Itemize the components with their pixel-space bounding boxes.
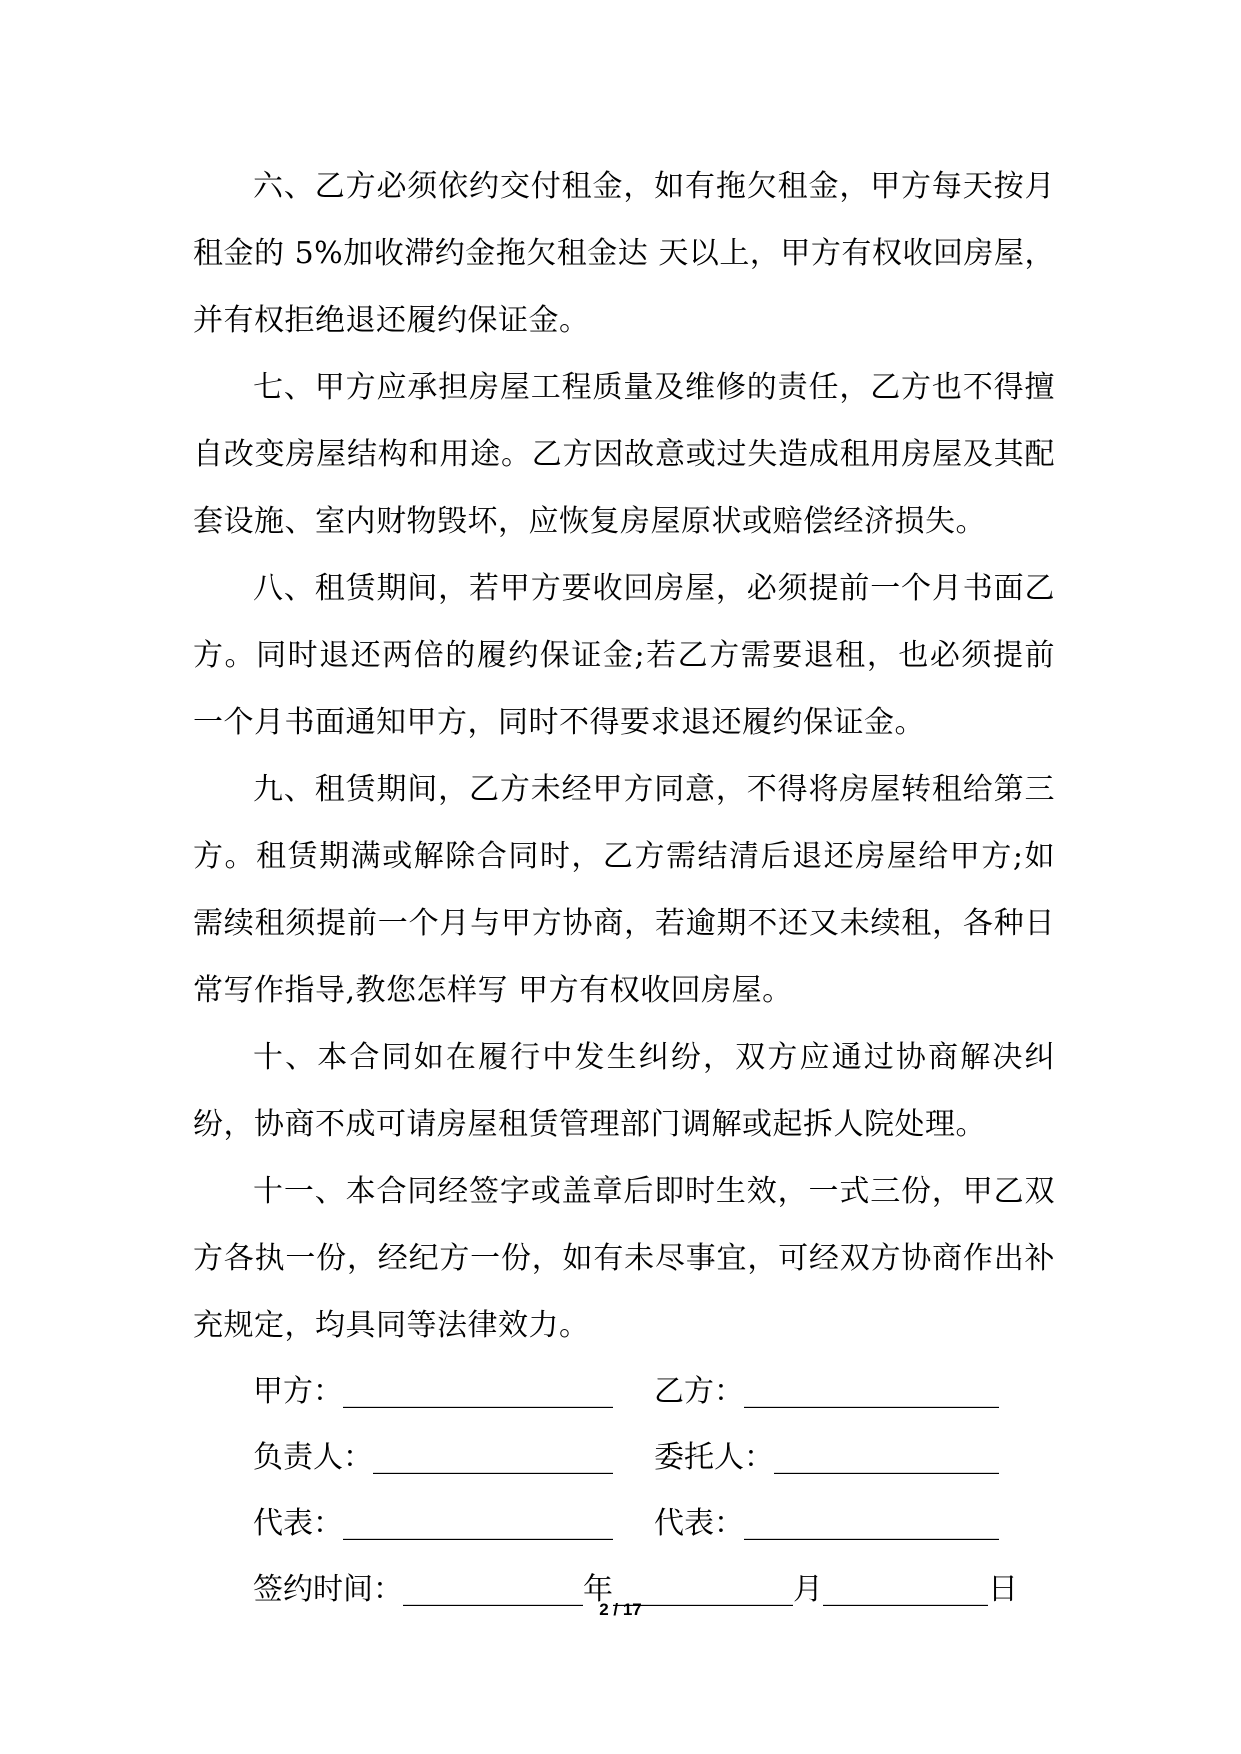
party-b-label: 乙方： <box>654 1374 744 1409</box>
document-body <box>193 153 1055 1623</box>
representative-b-blank: _________________ <box>744 1506 999 1541</box>
signature-row-party <box>193 1359 1055 1425</box>
month-label: 月 <box>793 1572 823 1607</box>
representative-b-field <box>654 1491 1055 1557</box>
clause-11: 十一、本合同经签字或盖章后即时生效，一式三份，甲乙双方各执一份，经纪方一份，如有未尽事宜，可经双方协商作出补充规定，均具同等法律效力。 <box>193 1174 1055 1343</box>
party-b-field <box>654 1359 1055 1425</box>
day-blank: ___________ <box>823 1572 988 1607</box>
year-label: 年 <box>583 1572 613 1607</box>
representative-a-blank: __________________ <box>343 1506 613 1541</box>
signature-row-representative <box>193 1491 1055 1557</box>
entrusted-field <box>654 1425 1055 1491</box>
signature-block <box>193 1359 1055 1623</box>
signature-row-responsible <box>193 1425 1055 1491</box>
party-b-blank: _________________ <box>744 1374 999 1409</box>
party-a-blank: __________________ <box>343 1374 613 1409</box>
representative-b-label: 代表： <box>654 1506 744 1541</box>
party-a-field <box>253 1359 654 1425</box>
responsible-blank: ________________ <box>373 1440 613 1475</box>
clause-8: 八、租赁期间，若甲方要收回房屋，必须提前一个月书面乙方。同时退还两倍的履约保证金;若乙方需要退租，也必须提前一个月书面通知甲方，同时不得要求退还履约保证金。 <box>193 571 1055 740</box>
month-blank: ____________ <box>613 1572 793 1607</box>
representative-a-field <box>253 1491 654 1557</box>
clause-10: 十、本合同如在履行中发生纠纷，双方应通过协商解决纠纷，协商不成可请房屋租赁管理部门调解或起拆人院处理。 <box>193 1040 1055 1142</box>
clause-7: 七、甲方应承担房屋工程质量及维修的责任，乙方也不得擅自改变房屋结构和用途。乙方因故意或过失造成租用房屋及其配套设施、室内财物毁坏，应恢复房屋原状或赔偿经济损失。 <box>193 370 1055 539</box>
responsible-field <box>253 1425 654 1491</box>
entrusted-blank: _______________ <box>774 1440 999 1475</box>
clause-6: 六、乙方必须依约交付租金，如有拖欠租金，甲方每天按月租金的 5%加收滞约金拖欠租金达 天以上，甲方有权收回房屋，并有权拒绝退还履约保证金。 <box>193 169 1055 338</box>
page-number: 2 / 17 <box>599 1600 642 1619</box>
representative-a-label: 代表： <box>253 1506 343 1541</box>
party-a-label: 甲方： <box>253 1374 343 1409</box>
responsible-label: 负责人： <box>253 1440 373 1475</box>
day-label: 日 <box>988 1572 1018 1607</box>
year-blank: ____________ <box>403 1572 583 1607</box>
signing-date-label: 签约时间： <box>253 1572 403 1607</box>
entrusted-label: 委托人： <box>654 1440 774 1475</box>
clause-9: 九、租赁期间，乙方未经甲方同意，不得将房屋转租给第三方。租赁期满或解除合同时，乙方需结清后退还房屋给甲方;如需续租须提前一个月与甲方协商，若逾期不还又未续租，各种日常写作指导,教您怎样写 甲方有权收回房屋。 <box>193 772 1055 1008</box>
